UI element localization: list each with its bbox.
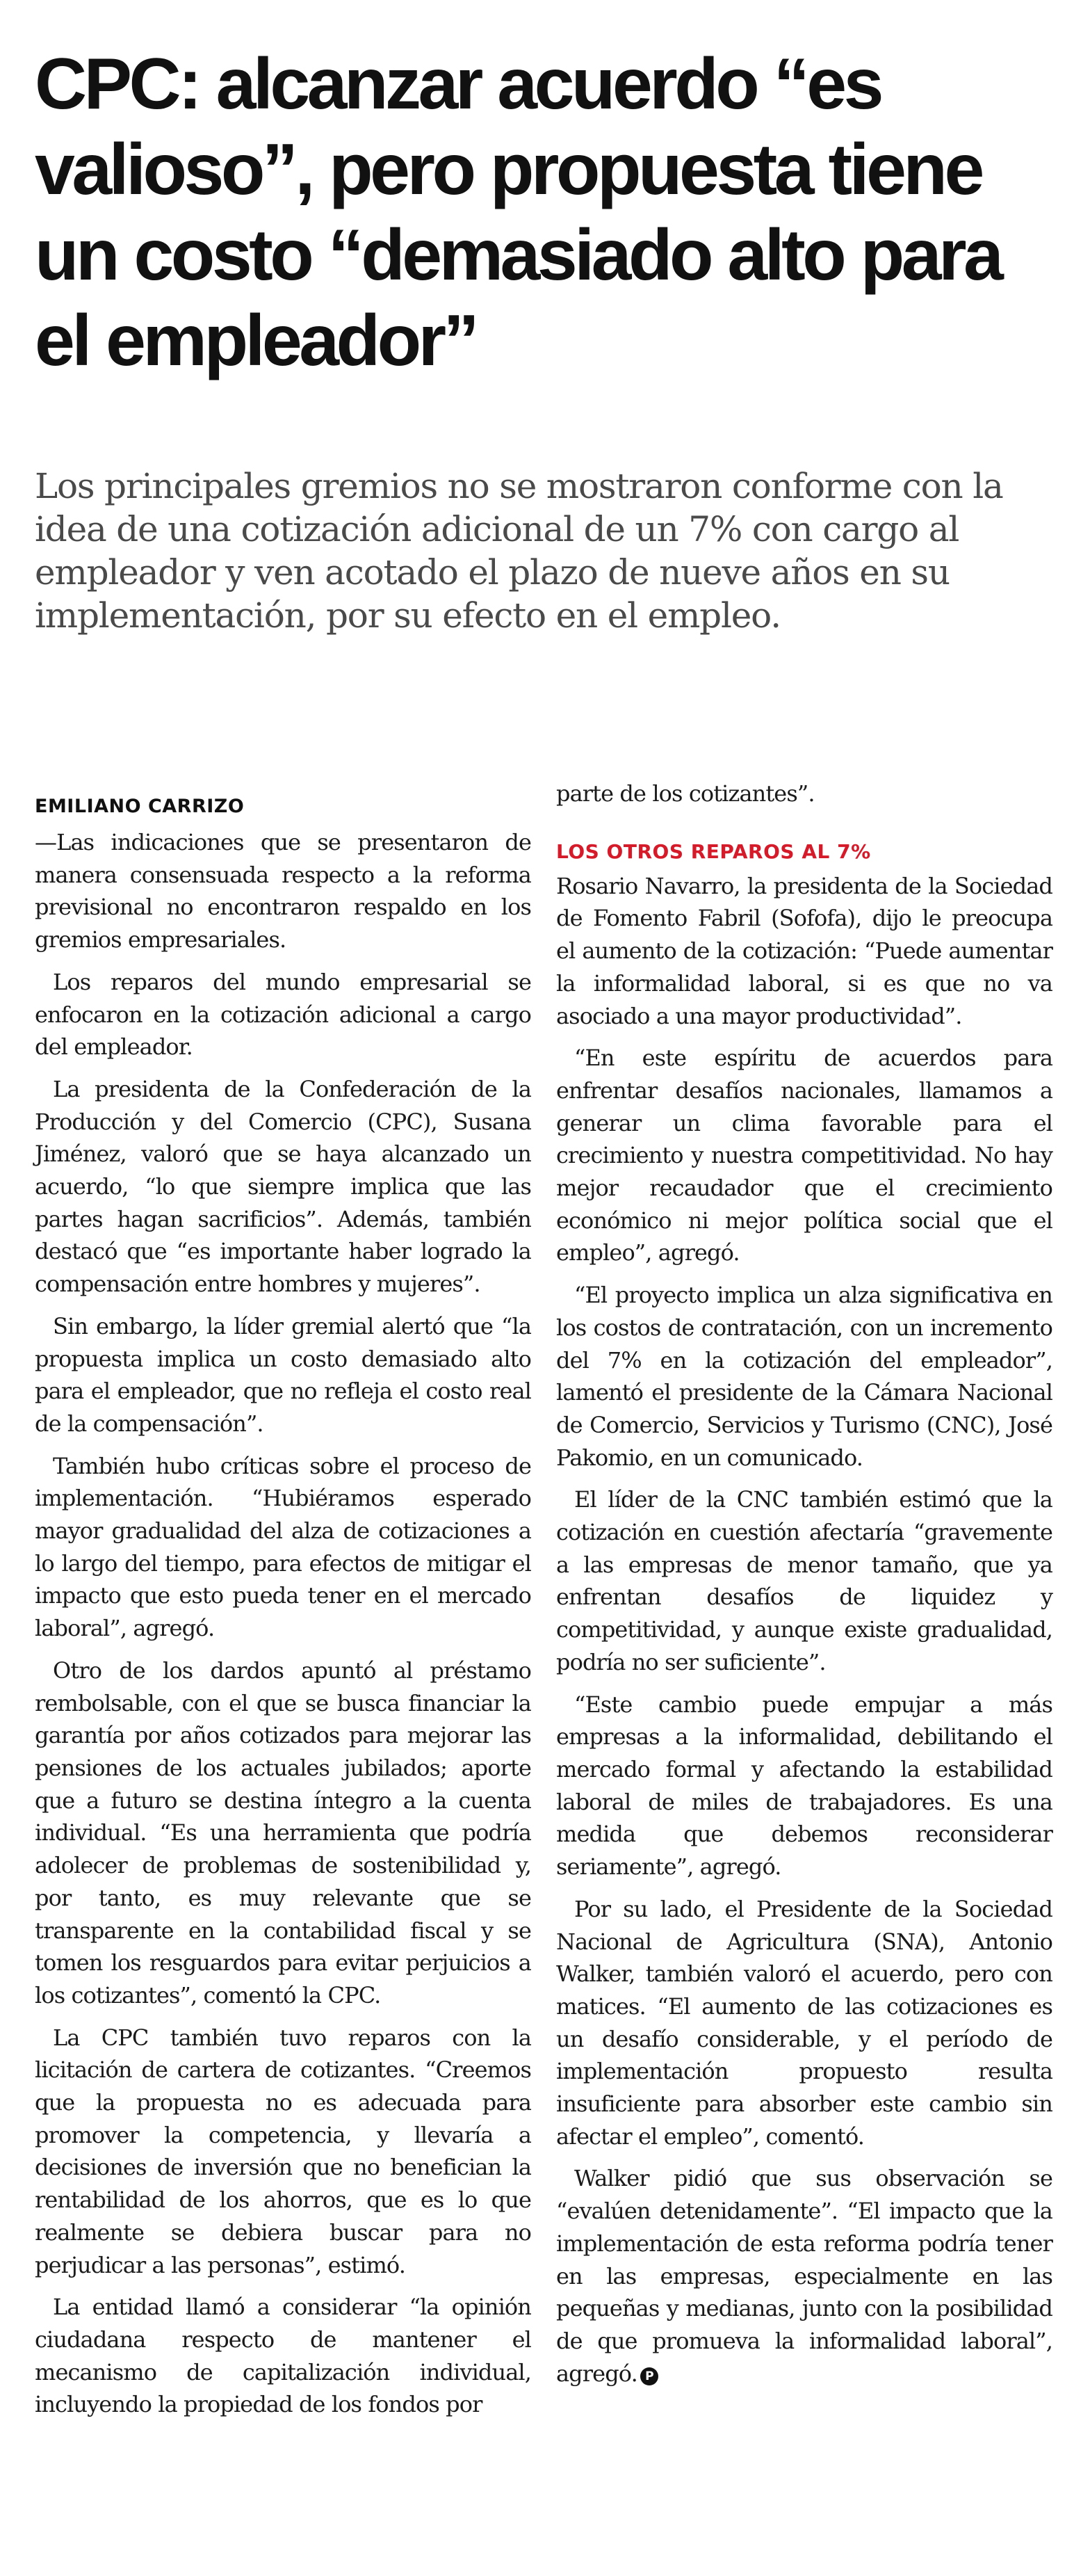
body-paragraph: La CPC también tuvo reparos con la licitación de cartera de cotizantes. “Creemos que la propuesta no es adecuada para promover la competencia, y llevaría a decisiones de inversión que no benefician la rentabilidad de los ahorros, que es lo que realmente se debiera buscar para no perjudicar a las personas”, estimó. (35, 2024, 531, 2278)
body-paragraph: “En este espíritu de acuerdos para enfrentar desafíos nacionales, llamamos a generar un clima favorable para el crecimiento y nuestra competitividad. No hay mejor recaudador que el crecimiento económico ni mejor política social que el empleo”, agregó. (556, 1045, 1052, 1266)
body-paragraph: —Las indicaciones que se presentaron de manera consensuada respecto a la reforma previsional no encontraron respaldo en los gremios empresariales. (35, 829, 531, 953)
byline: EMILIANO CARRIZO (35, 796, 245, 817)
body-paragraph: Por su lado, el Presidente de la Sociedad Nacional de Agricultura (SNA), Antonio Walker, también valoró el acuerdo, pero con matices. “El aumento de las cotizaciones es un desafío considerable, y el período de implementación propuesto resulta insuficiente para absorber este cambio sin afectar el empleo”, comentó. (556, 1895, 1052, 2150)
subheadline: Los principales gremios no se mostraron conforme con la idea de una cotización adicional de un 7% con cargo al empleador y ven acotado el plazo de nueve años en su implementación, por su efecto en el empleo. (35, 466, 1003, 636)
body-paragraph: “Este cambio puede empujar a más empresas a la informalidad, debilitando el mercado formal y afectando la estabilidad laboral de miles de trabajadores. Es una medida que debemos reconsiderar seriamente”, agregó. (556, 1691, 1052, 1881)
article-column-left (35, 778, 531, 2558)
body-paragraph: También hubo críticas sobre el proceso de implementación. “Hubiéramos esperado mayor gradualidad del alza de cotizaciones a lo largo del tiempo, para efectos de mitigar el impacto que esto pueda tener en el mercado laboral”, agregó. (35, 1452, 531, 1642)
body-paragraph: La presidenta de la Confederación de la Producción y del Comercio (CPC), Susana Jiménez, valoró que se haya alcanzado un acuerdo, “lo que siempre implica que las partes hagan sacrificios”. Además, también destacó que “es importante haber logrado la compensación entre hombres y mujeres”. (35, 1075, 531, 1298)
section-heading: LOS OTROS REPAROS AL 7% (556, 839, 871, 863)
body-paragraph: Los reparos del mundo empresarial se enfocaron en la cotización adicional a cargo del empleador. (35, 968, 531, 1061)
final-paragraph-text: Walker pidió que sus observación se “evalúen detenidamente”. “El impacto que la implementación de esta reforma podría tener en las empresas, especialmente en las pequeñas y medianas, junto con la posibilidad de que promueva la informalidad laboral”, agregó. (556, 2165, 1052, 2387)
body-paragraph-final (556, 2162, 1052, 2390)
body-paragraph: El líder de la CNC también estimó que la cotización en cuestión afectaría “gravemente a las empresas de menor tamaño, que ya enfrentan desafíos de liquidez y competitividad, y aunque existe gradualidad, podría no ser suficiente”. (556, 1486, 1052, 1675)
body-paragraph: “El proyecto implica un alza significativa en los costos de contratación, con un incremento del 7% en la cotización del empleador”, lamentó el presidente de la Cámara Nacional de Comercio, Servicios y Turismo (CNC), José Pakomio, en un comunicado. (556, 1282, 1052, 1471)
body-paragraph-continuation: parte de los cotizantes”. (556, 780, 815, 807)
end-of-article-icon: P (640, 2367, 658, 2385)
body-paragraph: Rosario Navarro, la presidenta de la Sociedad de Fomento Fabril (Sofofa), dijo le preocupa el aumento de la cotización: “Puede aumentar la informalidad laboral, si es que no va asociado a una mayor productividad”. (556, 872, 1052, 1029)
body-paragraph: Otro de los dardos apuntó al préstamo rembolsable, con el que se busca financiar la garantía por años cotizados para mejorar las pensiones de los actuales jubilados; aporte que a futuro se destina íntegro a la cuenta individual. “Es una herramienta que podría adolecer de problemas de sostenibilidad y, por tanto, es muy relevante que se transparente en la contabilidad fiscal y se tomen los resguardos para evitar perjuicios a los cotizantes”, comentó la CPC. (35, 1657, 531, 2009)
article-column-right (556, 778, 1052, 2558)
body-paragraph: Sin embargo, la líder gremial alertó que “la propuesta implica un costo demasiado alto para el empleador, que no refleja el costo real de la compensación”. (35, 1312, 531, 1437)
body-paragraph: La entidad llamó a considerar “la opinión ciudadana respecto de mantener el mecanismo de capitalización individual, incluyendo la propiedad de los fondos por (35, 2294, 531, 2418)
headline: CPC: alcanzar acuerdo “es valioso”, pero propuesta tiene un costo “demasiado alto para el empleador” (35, 44, 1001, 381)
